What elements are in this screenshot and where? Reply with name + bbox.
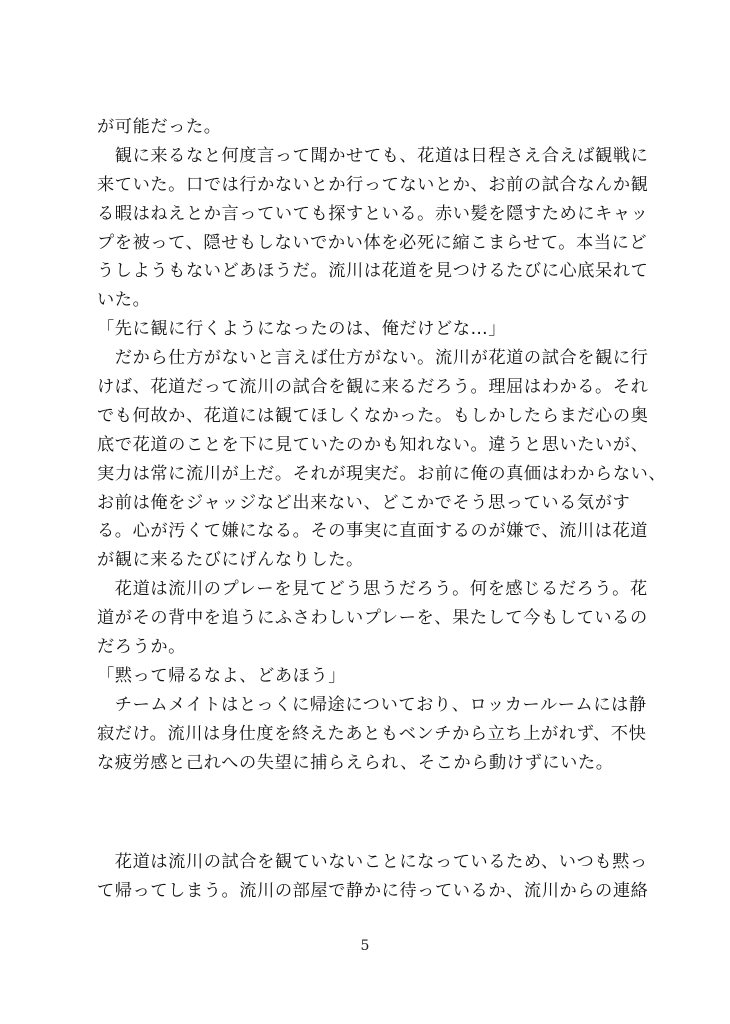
text-line: る暇はねえとか言っていても探すといる。赤い髪を隠すためにキャッ xyxy=(97,203,649,224)
text-line: 花道は流川の試合を観ていないことになっているため、いつも黙っ xyxy=(97,852,648,872)
text-line: だから仕方がないと言えば仕方がない。流川が花道の試合を観に行 xyxy=(97,348,649,369)
text-line: チームメイトはとっくに帰途についており、ロッカールームには静 xyxy=(97,694,647,715)
dialogue-line: 「黙って帰るなよ、どあほう」 xyxy=(97,665,347,686)
text-line: プを被って、隠せもしないでかい体を必死に縮こまらせて。本当にど xyxy=(97,232,648,253)
text-line: な疲労感と己れへの失望に捕らえられ、そこから動けずにいた。 xyxy=(97,752,614,773)
text-line: 底で花道のことを下に見ていたのかも知れない。違うと思いたいが、 xyxy=(97,434,649,455)
text-line: 寂だけ。流川は身仕度を終えたあともベンチから立ち上がれず、不快 xyxy=(97,723,647,744)
dialogue-line: 「先に観に行くようになったのは、俺だけどな…」 xyxy=(97,319,507,340)
text-line: て帰ってしまう。流川の部屋で静かに待っているか、流川からの連絡 xyxy=(97,880,649,901)
text-line: 花道は流川のプレーを見てどう思うだろう。何を感じるだろう。花 xyxy=(97,579,648,600)
text-line: が可能だった。 xyxy=(97,117,222,137)
text-line: 観に来るなと何度言って聞かせても、花道は日程さえ合えば観戦に xyxy=(97,145,649,166)
text-line: でも何故か、花道には観てほしくなかった。もしかしたらまだ心の奥 xyxy=(97,405,649,426)
text-line: いた。 xyxy=(97,290,151,311)
text-line: が観に来るたびにげんなりした。 xyxy=(97,550,364,571)
body-text-block xyxy=(97,113,667,777)
page-number: 5 xyxy=(360,938,370,954)
text-line: けば、花道だって流川の試合を観に来るだろう。理屈はわかる。それ xyxy=(97,377,649,398)
text-line: だろうか。 xyxy=(97,637,186,658)
text-line: 実力は常に流川が上だ。それが現実だ。お前に俺の真価はわからない、 xyxy=(97,463,667,484)
text-line: 来ていた。口では行かないとか行ってないとか、お前の試合なんか観 xyxy=(97,174,649,195)
text-line: うしようもないどあほうだ。流川は花道を見つけるたびに心底呆れて xyxy=(97,261,649,282)
text-line: る。心が汚くて嫌になる。その事実に直面するのが嫌で、流川は花道 xyxy=(97,521,649,542)
text-line: お前は俺をジャッジなど出来ない、どこかでそう思っている気がす xyxy=(97,492,631,513)
body-text-block xyxy=(97,848,649,906)
text-line: 道がその背中を追うにふさわしいプレーを、果たして今もしているの xyxy=(97,608,648,629)
